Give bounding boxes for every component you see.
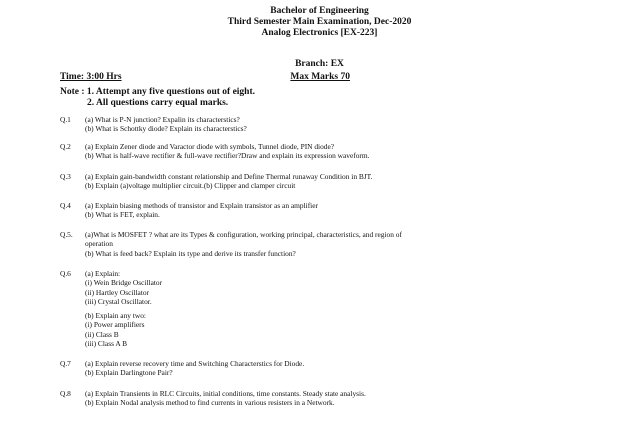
question-number: Q.1 bbox=[60, 115, 71, 124]
degree-title: Bachelor of Engineering bbox=[270, 6, 369, 16]
question-part: (a)What is MOSFET ? what are its Types & configuration, working principal, characteristics, and region of operation bbox=[85, 230, 402, 249]
branch-label: Branch: EX bbox=[295, 59, 344, 69]
max-marks-label: Max Marks 70 bbox=[290, 72, 350, 82]
question-part: (b) Explain Nodal analysis method to find currents in various resisters in a Network. bbox=[85, 398, 335, 408]
question-part: (a) Explain biasing methods of transistor and Explain transistor as an amplifier bbox=[85, 201, 318, 210]
question-part: (i) Wein Bridge Oscillator bbox=[85, 278, 163, 288]
question-number: Q.5. bbox=[60, 230, 73, 239]
time-label: Time: 3:00 Hrs bbox=[60, 72, 122, 82]
question-number: Q.3 bbox=[60, 172, 71, 181]
question-part: (a) Explain Transients in RLC Circuits, initial conditions, time constants. Steady state analysis. bbox=[85, 389, 366, 398]
question-part: (b) What is feed back? Explain its type and derive its transfer function? bbox=[85, 248, 296, 258]
note-item-2: 2. All questions carry equal marks. bbox=[87, 98, 229, 108]
question-number: Q.6 bbox=[60, 269, 71, 278]
question-part: (a) Explain reverse recovery time and Switching Characterstics for Diode. bbox=[85, 359, 305, 368]
question-part: (a) Explain gain-bandwidth constant relationship and Define Thermal runaway Condition in BJT. bbox=[85, 172, 373, 181]
instructions-note bbox=[60, 87, 390, 108]
question-part: (a) What is P-N junction? Expalin its characterstics? bbox=[85, 115, 240, 124]
question-part: (ii) Hartley Oscillator bbox=[85, 287, 150, 297]
question-number: Q.4 bbox=[60, 201, 71, 210]
question-part: (b) What is half-wave rectifier & full-wave rectifier?Draw and explain its expression waveform. bbox=[85, 151, 370, 161]
question-part: (a) Explain: bbox=[85, 269, 121, 278]
question-part: (b) What is FET, explain. bbox=[85, 210, 160, 220]
exam-meta bbox=[60, 72, 350, 83]
question-part: (iii) Class A B bbox=[85, 339, 128, 349]
question-number: Q.8 bbox=[60, 389, 71, 398]
question-part: (b) What is Schottky diode? Explain its characterstics? bbox=[85, 124, 247, 134]
subject-title: Analog Electronics [EX-223] bbox=[261, 28, 378, 38]
question-part: (a) Explain Zener diode and Varactor diode with symbols, Tunnel diode, PIN diode? bbox=[85, 142, 335, 151]
note-label: Note : bbox=[60, 87, 87, 97]
question-part: (iii) Crystal Oscillator. bbox=[85, 296, 152, 306]
question-part: (i) Power amplifiers bbox=[85, 320, 145, 330]
note-item-1: 1. Attempt any five questions out of eight. bbox=[86, 87, 256, 97]
question-number: Q.2 bbox=[60, 142, 71, 151]
exam-title: Third Semester Main Examination, Dec-2020 bbox=[227, 17, 412, 27]
question-part: (b) Explain (a)voltage multiplier circuit.(b) Clipper and clamper circuit bbox=[85, 181, 296, 191]
question-part: (b) Explain any two: bbox=[85, 311, 146, 321]
question-part: (ii) Class B bbox=[85, 329, 119, 339]
question-number: Q.7 bbox=[60, 359, 71, 368]
question-part: (b) Explain Darlingtone Pair? bbox=[85, 368, 173, 378]
